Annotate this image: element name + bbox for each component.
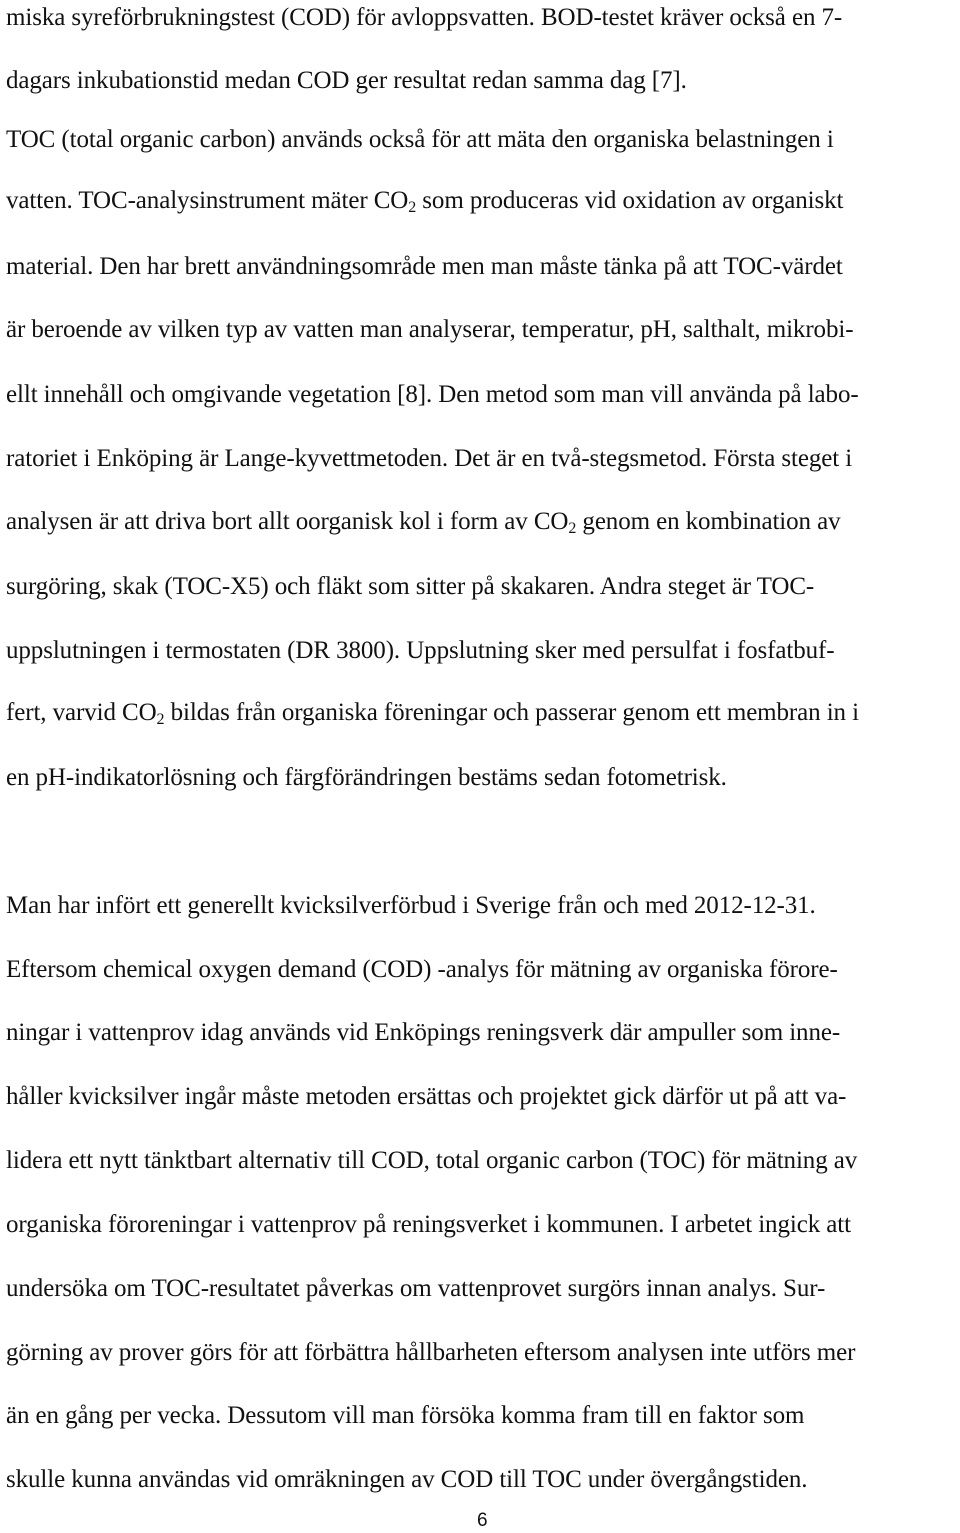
text-segment: analysen är att driva bort allt oorganisk kol i form av CO [6,508,569,535]
text-segment: vatten. TOC-analysinstrument mäter CO [6,187,409,214]
text-line: Man har infört ett generellt kvicksilverförbud i Sverige från och med 2012-12-31. [6,892,816,919]
text-line-with-subscript [6,698,859,728]
text-line: uppslutningen i termostaten (DR 3800). Uppslutning sker med persulfat i fosfatbuf- [6,637,835,664]
text-line-with-subscript [6,186,843,216]
text-line: håller kvicksilver ingår måste metoden ersättas och projektet gick därför ut på att va- [6,1083,847,1110]
text-line: ratoriet i Enköping är Lange-kyvettmetoden. Det är en två-stegsmetod. Första steget i [6,445,853,472]
text-line-with-subscript [6,507,840,537]
text-line: skulle kunna användas vid omräkningen av COD till TOC under övergångstiden. [6,1466,808,1493]
text-line: lidera ett nytt tänktbart alternativ till COD, total organic carbon (TOC) för mätning av [6,1147,858,1174]
text-line: undersöka om TOC-resultatet påverkas om vattenprovet surgörs innan analys. Sur- [6,1275,826,1302]
text-line: miska syreförbrukningstest (COD) för avloppsvatten. BOD-testet kräver också en 7- [6,4,843,31]
subscript: 2 [408,199,417,216]
text-line: görning av prover görs för att förbättra hållbarheten eftersom analysen inte utförs mer [6,1339,856,1366]
text-line: ningar i vattenprov idag används vid Enköpings reningsverk där ampuller som inne- [6,1019,841,1046]
text-segment: fert, varvid CO [6,699,157,726]
text-line: en pH-indikatorlösning och färgförändringen bestäms sedan fotometrisk. [6,764,727,791]
subscript: 2 [156,711,165,728]
text-segment: genom en kombination av [576,508,841,535]
text-line: är beroende av vilken typ av vatten man analyserar, temperatur, pH, salthalt, mikrobi- [6,316,854,343]
text-line: TOC (total organic carbon) används också för att mäta den organiska belastningen i [6,126,834,153]
text-line: än en gång per vecka. Dessutom vill man försöka komma fram till en faktor som [6,1402,805,1429]
subscript: 2 [568,520,577,537]
text-line: ellt innehåll och omgivande vegetation [8]. Den metod som man vill använda på labo- [6,381,859,408]
text-line: material. Den har brett användningsområde men man måste tänka på att TOC-värdet [6,253,843,280]
text-segment: bildas från organiska föreningar och passerar genom ett membran in i [164,699,859,726]
text-line: surgöring, skak (TOC-X5) och fläkt som sitter på skakaren. Andra steget är TOC- [6,573,815,600]
page-number: 6 [477,1510,488,1531]
text-segment: som produceras vid oxidation av organiskt [416,187,844,214]
text-line: Eftersom chemical oxygen demand (COD) -analys för mätning av organiska förore- [6,956,838,983]
text-line: dagars inkubationstid medan COD ger resultat redan samma dag [7]. [6,67,687,94]
text-line: organiska föroreningar i vattenprov på reningsverket i kommunen. I arbetet ingick att [6,1211,851,1238]
